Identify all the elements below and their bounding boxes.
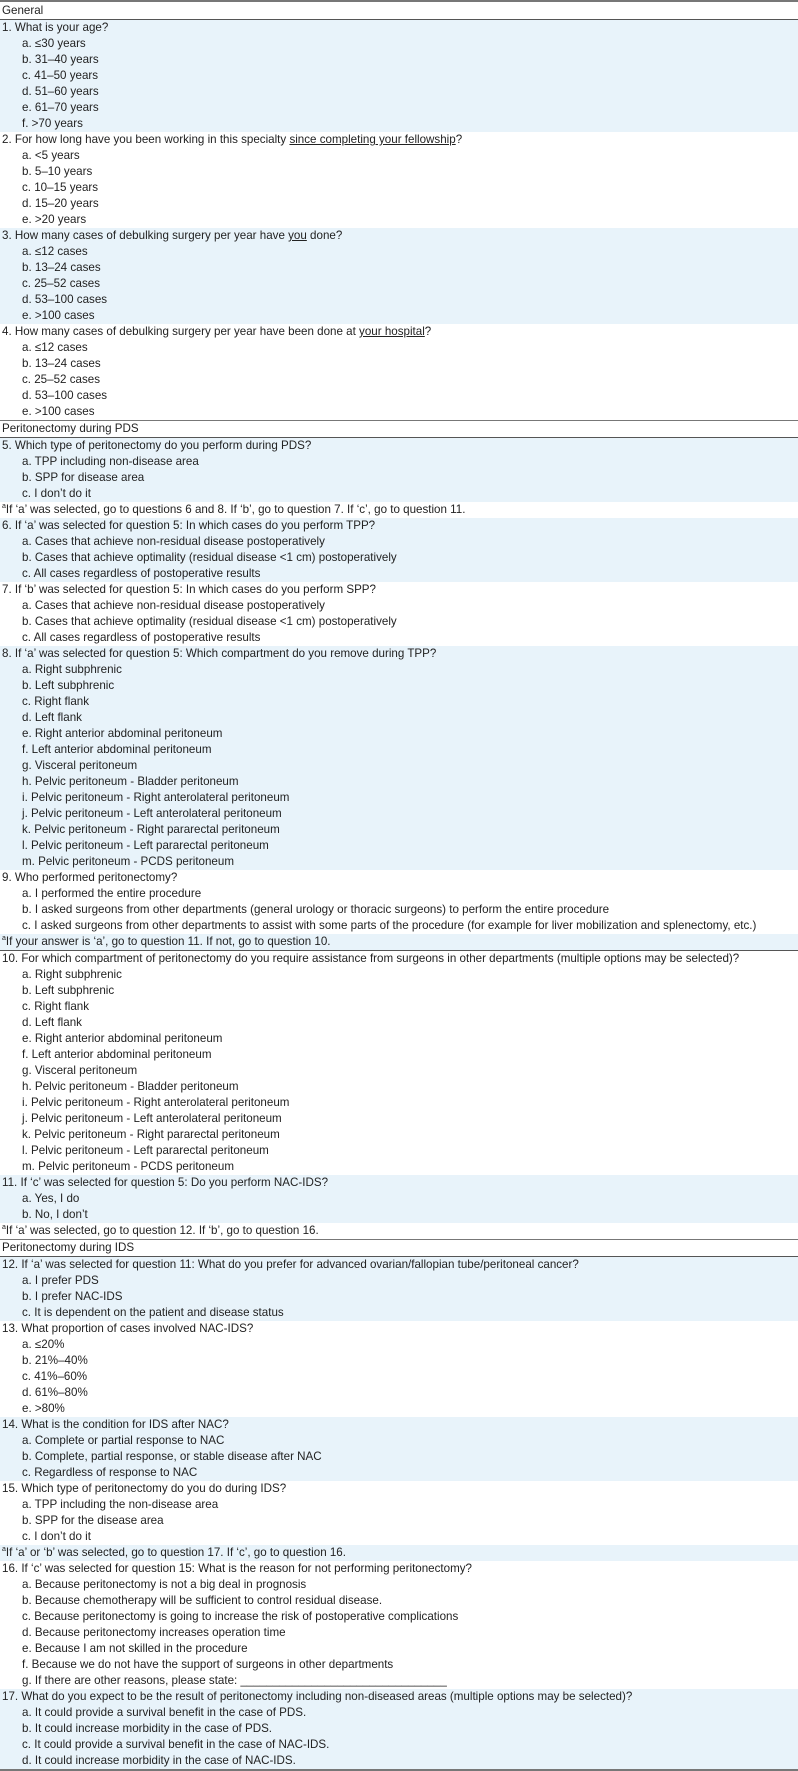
question-group	[0, 1481, 798, 1545]
answer-option: a. <5 years	[22, 149, 80, 162]
answer-option: b. Left subphrenic	[22, 679, 115, 692]
answer-option: a. Complete or partial response to NAC	[22, 1434, 225, 1447]
question-group	[0, 324, 798, 420]
question-text-part: 3. How many cases of debulking surgery per year have	[2, 229, 289, 242]
question-text-part: 17. What do you expect to be the result of peritonectomy including non-diseased areas (multiple options may be selected)?	[2, 1690, 633, 1703]
question-text	[0, 870, 798, 886]
question-text-part: 16. If ‘c’ was selected for question 15: What is the reason for not performing peritonectomy?	[2, 1562, 472, 1575]
routing-note	[0, 502, 798, 518]
answer-option: d. Because peritonectomy increases operation time	[22, 1626, 286, 1639]
question-text-part: 6. If ‘a’ was selected for question 5: In which cases do you perform TPP?	[2, 519, 376, 532]
question-text-part: 13. What proportion of cases involved NAC-IDS?	[2, 1322, 254, 1335]
answer-option: e. 61–70 years	[22, 101, 99, 114]
answer-option: b. I prefer NAC-IDS	[22, 1290, 123, 1303]
question-text	[0, 1257, 798, 1273]
question-text	[0, 1481, 798, 1497]
answer-option: c. Because peritonectomy is going to increase the risk of postoperative complications	[22, 1610, 459, 1623]
answer-option: j. Pelvic peritoneum - Left anterolateral peritoneum	[22, 807, 282, 820]
answer-option: c. I don’t do it	[22, 1530, 91, 1543]
routing-note	[0, 1545, 798, 1561]
answer-option: c. Right flank	[22, 1000, 90, 1013]
routing-note-text	[0, 1223, 798, 1239]
answer-option: k. Pelvic peritoneum - Right pararectal peritoneum	[22, 823, 280, 836]
answer-option: a. TPP including non-disease area	[22, 455, 199, 468]
question-group	[0, 646, 798, 870]
question-group	[0, 582, 798, 646]
routing-note-text	[0, 934, 798, 950]
answer-option: b. Cases that achieve optimality (residual disease <1 cm) postoperatively	[22, 551, 397, 564]
answer-option: c. 41%–60%	[22, 1370, 88, 1383]
answer-option: b. SPP for disease area	[22, 471, 145, 484]
answer-option: b. I asked surgeons from other departments (general urology or thoracic surgeons) to perform the entire procedure	[22, 903, 610, 916]
answer-option: b. It could increase morbidity in the case of PDS.	[22, 1722, 273, 1735]
answer-option: e. Right anterior abdominal peritoneum	[22, 1032, 223, 1045]
answer-option: c. 25–52 cases	[22, 277, 100, 290]
question-group	[0, 1689, 798, 1769]
question-group	[0, 228, 798, 324]
question-text-part: 10. For which compartment of peritonectomy do you require assistance from surgeons in other departments (multiple options may be selected)?	[2, 952, 740, 965]
question-text	[0, 1321, 798, 1337]
section-header: Peritonectomy during IDS	[0, 1239, 798, 1257]
answer-option: b. Left subphrenic	[22, 984, 115, 997]
question-group	[0, 870, 798, 934]
answer-option: c. 10–15 years	[22, 181, 99, 194]
answer-option: d. 53–100 cases	[22, 293, 108, 306]
answer-option: d. 61%–80%	[22, 1386, 88, 1399]
answer-option: a. Right subphrenic	[22, 968, 122, 981]
note-text: If ‘a’ was selected, go to question 12. If ‘b’, go to question 16.	[5, 1224, 319, 1237]
section-2	[0, 420, 798, 1239]
answer-option: a. Cases that achieve non-residual disease postoperatively	[22, 535, 325, 548]
answer-option: c. 41–50 years	[22, 69, 99, 82]
answer-option: d. It could increase morbidity in the case of NAC-IDS.	[22, 1754, 296, 1767]
answer-option: g. If there are other reasons, please state: ________________________________	[22, 1674, 447, 1687]
answer-option: b. SPP for the disease area	[22, 1514, 164, 1527]
question-text-part: 9. Who performed peritonectomy?	[2, 871, 178, 884]
answer-option: h. Pelvic peritoneum - Bladder peritoneum	[22, 1080, 239, 1093]
question-text-part: 8. If ‘a’ was selected for question 5: Which compartment do you remove during TPP?	[2, 647, 437, 660]
routing-note-text	[0, 1545, 798, 1561]
question-group	[0, 1561, 798, 1689]
answer-option: e. >80%	[22, 1402, 65, 1415]
answer-option: e. >20 years	[22, 213, 87, 226]
answer-option: a. Yes, I do	[22, 1192, 80, 1205]
answer-option: a. ≤20%	[22, 1338, 65, 1351]
answer-option: l. Pelvic peritoneum - Left pararectal peritoneum	[22, 1144, 269, 1157]
answer-option: c. 25–52 cases	[22, 373, 100, 386]
question-text-part: 2. For how long have you been working in this specialty	[2, 133, 290, 146]
question-group	[0, 20, 798, 132]
answer-option: b. Complete, partial response, or stable disease after NAC	[22, 1450, 322, 1463]
answer-option: a. It could provide a survival benefit in the case of PDS.	[22, 1706, 307, 1719]
answer-option: d. 15–20 years	[22, 197, 99, 210]
question-text	[0, 582, 798, 598]
footnote-mark: a	[2, 1546, 6, 1553]
answer-option: a. ≤12 cases	[22, 341, 88, 354]
question-text-part: since completing your fellowship	[289, 133, 456, 146]
question-text	[0, 951, 798, 967]
question-text	[0, 646, 798, 662]
answer-option: d. 51–60 years	[22, 85, 99, 98]
question-text	[0, 438, 798, 454]
answer-option: f. Left anterior abdominal peritoneum	[22, 1048, 212, 1061]
answer-option: a. TPP including the non-disease area	[22, 1498, 219, 1511]
answer-option: l. Pelvic peritoneum - Left pararectal peritoneum	[22, 839, 269, 852]
answer-option: e. >100 cases	[22, 309, 95, 322]
answer-option: i. Pelvic peritoneum - Right anterolateral peritoneum	[22, 1096, 290, 1109]
answer-option: b. Cases that achieve optimality (residual disease <1 cm) postoperatively	[22, 615, 397, 628]
question-text	[0, 20, 798, 36]
answer-option: b. 13–24 cases	[22, 357, 101, 370]
answer-option: c. Right flank	[22, 695, 90, 708]
answer-option: c. It is dependent on the patient and disease status	[22, 1306, 284, 1319]
question-text-part: done?	[306, 229, 343, 242]
question-text	[0, 1561, 798, 1577]
question-group	[0, 951, 798, 1175]
answer-option: a. I prefer PDS	[22, 1274, 99, 1287]
answer-option: i. Pelvic peritoneum - Right anterolateral peritoneum	[22, 791, 290, 804]
answer-option: h. Pelvic peritoneum - Bladder peritoneum	[22, 775, 239, 788]
answer-option: b. 21%–40%	[22, 1354, 88, 1367]
question-text	[0, 228, 798, 244]
question-text-part: your hospital	[359, 325, 425, 338]
answer-option: b. 5–10 years	[22, 165, 93, 178]
answer-option: a. ≤12 cases	[22, 245, 88, 258]
footnote-mark: a	[2, 503, 6, 510]
answer-option: c. All cases regardless of postoperative results	[22, 567, 261, 580]
answer-option: f. Because we do not have the support of surgeons in other departments	[22, 1658, 394, 1671]
routing-note	[0, 934, 798, 951]
answer-option: a. Cases that achieve non-residual disease postoperatively	[22, 599, 325, 612]
answer-option: c. Regardless of response to NAC	[22, 1466, 198, 1479]
question-text-part: 1. What is your age?	[2, 21, 109, 34]
answer-option: a. I performed the entire procedure	[22, 887, 202, 900]
question-group	[0, 132, 798, 228]
answer-option: c. I asked surgeons from other departments to assist with some parts of the procedure (for example for liver mobilization and splenectomy, etc.)	[22, 919, 757, 932]
question-text-part: 11. If ‘c’ was selected for question 5: Do you perform NAC-IDS?	[2, 1176, 329, 1189]
answer-option: d. 53–100 cases	[22, 389, 108, 402]
footnote-mark: a	[2, 935, 6, 942]
question-group	[0, 1321, 798, 1417]
footnote-mark: a	[2, 1224, 6, 1231]
question-text-part: 15. Which type of peritonectomy do you do during IDS?	[2, 1482, 287, 1495]
question-group	[0, 1175, 798, 1223]
question-text	[0, 1689, 798, 1705]
answer-option: b. Because chemotherapy will be sufficient to control residual disease.	[22, 1594, 383, 1607]
question-text	[0, 1417, 798, 1433]
answer-option: g. Visceral peritoneum	[22, 759, 138, 772]
question-text-part: 7. If ‘b’ was selected for question 5: In which cases do you perform SPP?	[2, 583, 376, 596]
answer-option: a. Right subphrenic	[22, 663, 122, 676]
note-text: If ‘a’ was selected, go to questions 6 and 8. If ‘b’, go to question 7. If ‘c’, go to question 11.	[5, 503, 466, 516]
answer-option: e. Because I am not skilled in the procedure	[22, 1642, 248, 1655]
answer-option: a. Because peritonectomy is not a big deal in prognosis	[22, 1578, 307, 1591]
answer-option: c. I don’t do it	[22, 487, 91, 500]
answer-option: e. Right anterior abdominal peritoneum	[22, 727, 223, 740]
question-group	[0, 1417, 798, 1481]
question-text-part: ?	[455, 133, 463, 146]
note-text: If ‘a’ or ‘b’ was selected, go to question 17. If ‘c’, go to question 16.	[5, 1546, 346, 1559]
answer-option: g. Visceral peritoneum	[22, 1064, 138, 1077]
answer-option: c. It could provide a survival benefit in the case of NAC-IDS.	[22, 1738, 330, 1751]
question-text-part: 14. What is the condition for IDS after NAC?	[2, 1418, 229, 1431]
question-text	[0, 1175, 798, 1191]
question-group	[0, 1257, 798, 1321]
answer-option: b. 13–24 cases	[22, 261, 101, 274]
answer-option: e. >100 cases	[22, 405, 95, 418]
answer-option: f. Left anterior abdominal peritoneum	[22, 743, 212, 756]
answer-option: a. ≤30 years	[22, 37, 86, 50]
answer-option: d. Left flank	[22, 711, 82, 724]
question-text-part: 12. If ‘a’ was selected for question 11: What do you prefer for advanced ovarian/fallopian tube/peritoneal cancer?	[2, 1258, 579, 1271]
note-text: If your answer is ‘a’, go to question 11. If not, go to question 10.	[5, 935, 331, 948]
section-header: General	[0, 3, 798, 20]
answer-option: c. All cases regardless of postoperative results	[22, 631, 261, 644]
answer-option: k. Pelvic peritoneum - Right pararectal peritoneum	[22, 1128, 280, 1141]
question-group	[0, 438, 798, 502]
question-group	[0, 518, 798, 582]
section-3	[0, 1239, 798, 1769]
question-text-part: 5. Which type of peritonectomy do you perform during PDS?	[2, 439, 312, 452]
routing-note	[0, 1223, 798, 1239]
answer-option: j. Pelvic peritoneum - Left anterolateral peritoneum	[22, 1112, 282, 1125]
answer-option: m. Pelvic peritoneum - PCDS peritoneum	[22, 1160, 234, 1173]
question-text-part: ?	[424, 325, 432, 338]
answer-option: d. Left flank	[22, 1016, 82, 1029]
question-text	[0, 518, 798, 534]
question-text-part: 4. How many cases of debulking surgery per year have been done at	[2, 325, 360, 338]
answer-option: f. >70 years	[22, 117, 83, 130]
answer-option: m. Pelvic peritoneum - PCDS peritoneum	[22, 855, 234, 868]
answer-option: b. No, I don’t	[22, 1208, 88, 1221]
question-text-part: you	[288, 229, 307, 242]
question-text	[0, 132, 798, 148]
section-1	[0, 3, 798, 420]
routing-note-text	[0, 502, 798, 518]
section-header: Peritonectomy during PDS	[0, 420, 798, 438]
answer-option: b. 31–40 years	[22, 53, 99, 66]
question-text	[0, 324, 798, 340]
